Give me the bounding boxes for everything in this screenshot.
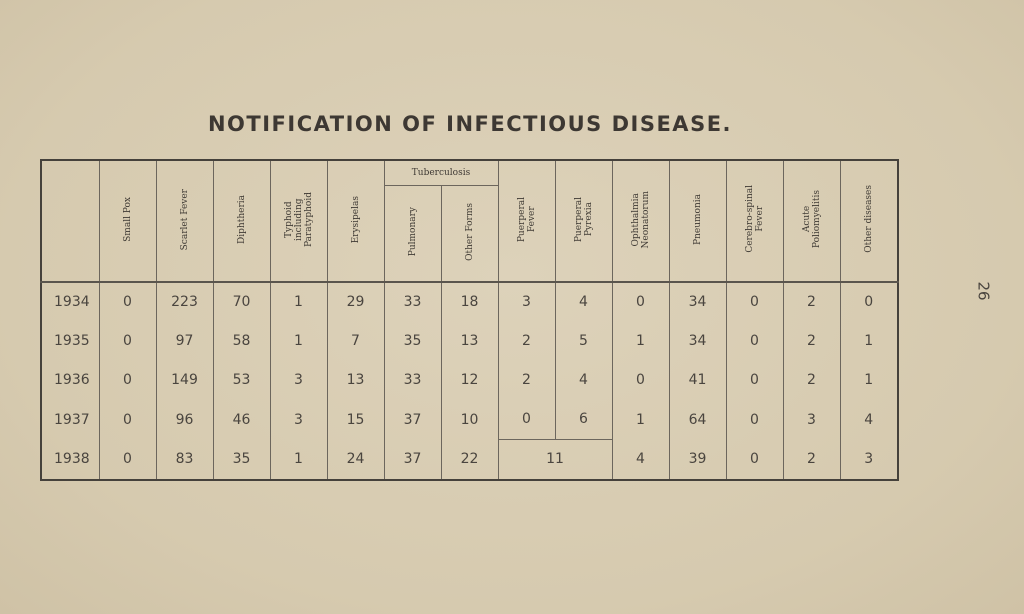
header-polio: Acute Poliomyelitis <box>783 160 840 282</box>
header-ophthalmia: Ophthalmia Neonatorum <box>612 160 669 282</box>
cell-other-forms: 10 <box>441 400 498 440</box>
header-pulmonary: Pulmonary <box>384 186 441 282</box>
cell-other-forms: 12 <box>441 361 498 400</box>
cell-other-forms: 13 <box>441 322 498 361</box>
cell-cerebro-spinal: 0 <box>726 439 783 480</box>
cell-other-diseases: 1 <box>840 361 898 400</box>
cell-pneumonia: 34 <box>669 322 726 361</box>
cell-ophthalmia: 4 <box>612 439 669 480</box>
table-row <box>41 439 898 480</box>
cell-polio: 2 <box>783 439 840 480</box>
cell-pulmonary: 37 <box>384 439 441 480</box>
cell-year: 1937 <box>41 400 99 440</box>
page-title: NOTIFICATION OF INFECTIOUS DISEASE. <box>207 112 733 136</box>
cell-other-forms: 18 <box>441 282 498 322</box>
cell-other-forms: 22 <box>441 439 498 480</box>
cell-puerperal-fever: 3 <box>498 282 555 322</box>
cell-pneumonia: 41 <box>669 361 726 400</box>
cell-pulmonary: 37 <box>384 400 441 440</box>
cell-puerperal-combined: 11 <box>498 439 612 480</box>
cell-polio: 2 <box>783 282 840 322</box>
cell-small-pox: 0 <box>99 361 156 400</box>
header-cerebro-spinal: Cerebro-spinal Fever <box>726 160 783 282</box>
cell-ophthalmia: 1 <box>612 322 669 361</box>
cell-diphtheria: 46 <box>213 400 270 440</box>
cell-puerperal-fever: 2 <box>498 322 555 361</box>
disease-table <box>40 159 899 481</box>
cell-typhoid: 1 <box>270 322 327 361</box>
cell-other-diseases: 3 <box>840 439 898 480</box>
table-row <box>41 282 898 322</box>
cell-pneumonia: 64 <box>669 400 726 440</box>
header-scarlet-fever: Scarlet Fever <box>156 160 213 282</box>
header-erysipelas: Erysipelas <box>327 160 384 282</box>
cell-scarlet-fever: 97 <box>156 322 213 361</box>
cell-year: 1934 <box>41 282 99 322</box>
cell-polio: 2 <box>783 322 840 361</box>
cell-typhoid: 1 <box>270 439 327 480</box>
cell-puerperal-pyrexia: 6 <box>555 400 612 440</box>
cell-diphtheria: 70 <box>213 282 270 322</box>
cell-year: 1938 <box>41 439 99 480</box>
header-diphtheria: Diphtheria <box>213 160 270 282</box>
cell-pulmonary: 33 <box>384 361 441 400</box>
cell-diphtheria: 35 <box>213 439 270 480</box>
cell-pulmonary: 33 <box>384 282 441 322</box>
cell-ophthalmia: 1 <box>612 400 669 440</box>
cell-polio: 3 <box>783 400 840 440</box>
cell-small-pox: 0 <box>99 439 156 480</box>
table-row <box>41 322 898 361</box>
cell-diphtheria: 53 <box>213 361 270 400</box>
cell-small-pox: 0 <box>99 400 156 440</box>
cell-erysipelas: 15 <box>327 400 384 440</box>
cell-puerperal-pyrexia: 5 <box>555 322 612 361</box>
header-puerperal-fever: Puerperal Fever <box>498 160 555 282</box>
cell-typhoid: 1 <box>270 282 327 322</box>
cell-puerperal-pyrexia: 4 <box>555 361 612 400</box>
header-tuberculosis: Tuberculosis <box>384 160 498 186</box>
header-small-pox: Small Pox <box>99 160 156 282</box>
table-row <box>41 400 898 440</box>
cell-small-pox: 0 <box>99 322 156 361</box>
cell-scarlet-fever: 149 <box>156 361 213 400</box>
header-typhoid: Typhoid including Paratyphoid <box>270 160 327 282</box>
cell-puerperal-pyrexia: 4 <box>555 282 612 322</box>
cell-puerperal-fever: 0 <box>498 400 555 440</box>
header-other-diseases: Other diseases <box>840 160 898 282</box>
header-puerperal-pyrexia: Puerperal Pyrexia <box>555 160 612 282</box>
header-year-blank <box>41 160 99 282</box>
cell-erysipelas: 7 <box>327 322 384 361</box>
cell-cerebro-spinal: 0 <box>726 400 783 440</box>
cell-erysipelas: 13 <box>327 361 384 400</box>
cell-scarlet-fever: 223 <box>156 282 213 322</box>
cell-year: 1935 <box>41 322 99 361</box>
cell-pneumonia: 34 <box>669 282 726 322</box>
page-number: 26 <box>974 281 993 301</box>
cell-year: 1936 <box>41 361 99 400</box>
cell-pulmonary: 35 <box>384 322 441 361</box>
cell-typhoid: 3 <box>270 361 327 400</box>
cell-puerperal-fever: 2 <box>498 361 555 400</box>
cell-other-diseases: 4 <box>840 400 898 440</box>
cell-typhoid: 3 <box>270 400 327 440</box>
cell-cerebro-spinal: 0 <box>726 361 783 400</box>
cell-scarlet-fever: 83 <box>156 439 213 480</box>
cell-other-diseases: 0 <box>840 282 898 322</box>
table-row <box>41 361 898 400</box>
cell-diphtheria: 58 <box>213 322 270 361</box>
cell-scarlet-fever: 96 <box>156 400 213 440</box>
header-pneumonia: Pneumonia <box>669 160 726 282</box>
cell-cerebro-spinal: 0 <box>726 282 783 322</box>
cell-other-diseases: 1 <box>840 322 898 361</box>
cell-cerebro-spinal: 0 <box>726 322 783 361</box>
cell-polio: 2 <box>783 361 840 400</box>
cell-ophthalmia: 0 <box>612 361 669 400</box>
cell-erysipelas: 29 <box>327 282 384 322</box>
cell-pneumonia: 39 <box>669 439 726 480</box>
cell-small-pox: 0 <box>99 282 156 322</box>
header-other-forms: Other Forms <box>441 186 498 282</box>
cell-ophthalmia: 0 <box>612 282 669 322</box>
cell-erysipelas: 24 <box>327 439 384 480</box>
